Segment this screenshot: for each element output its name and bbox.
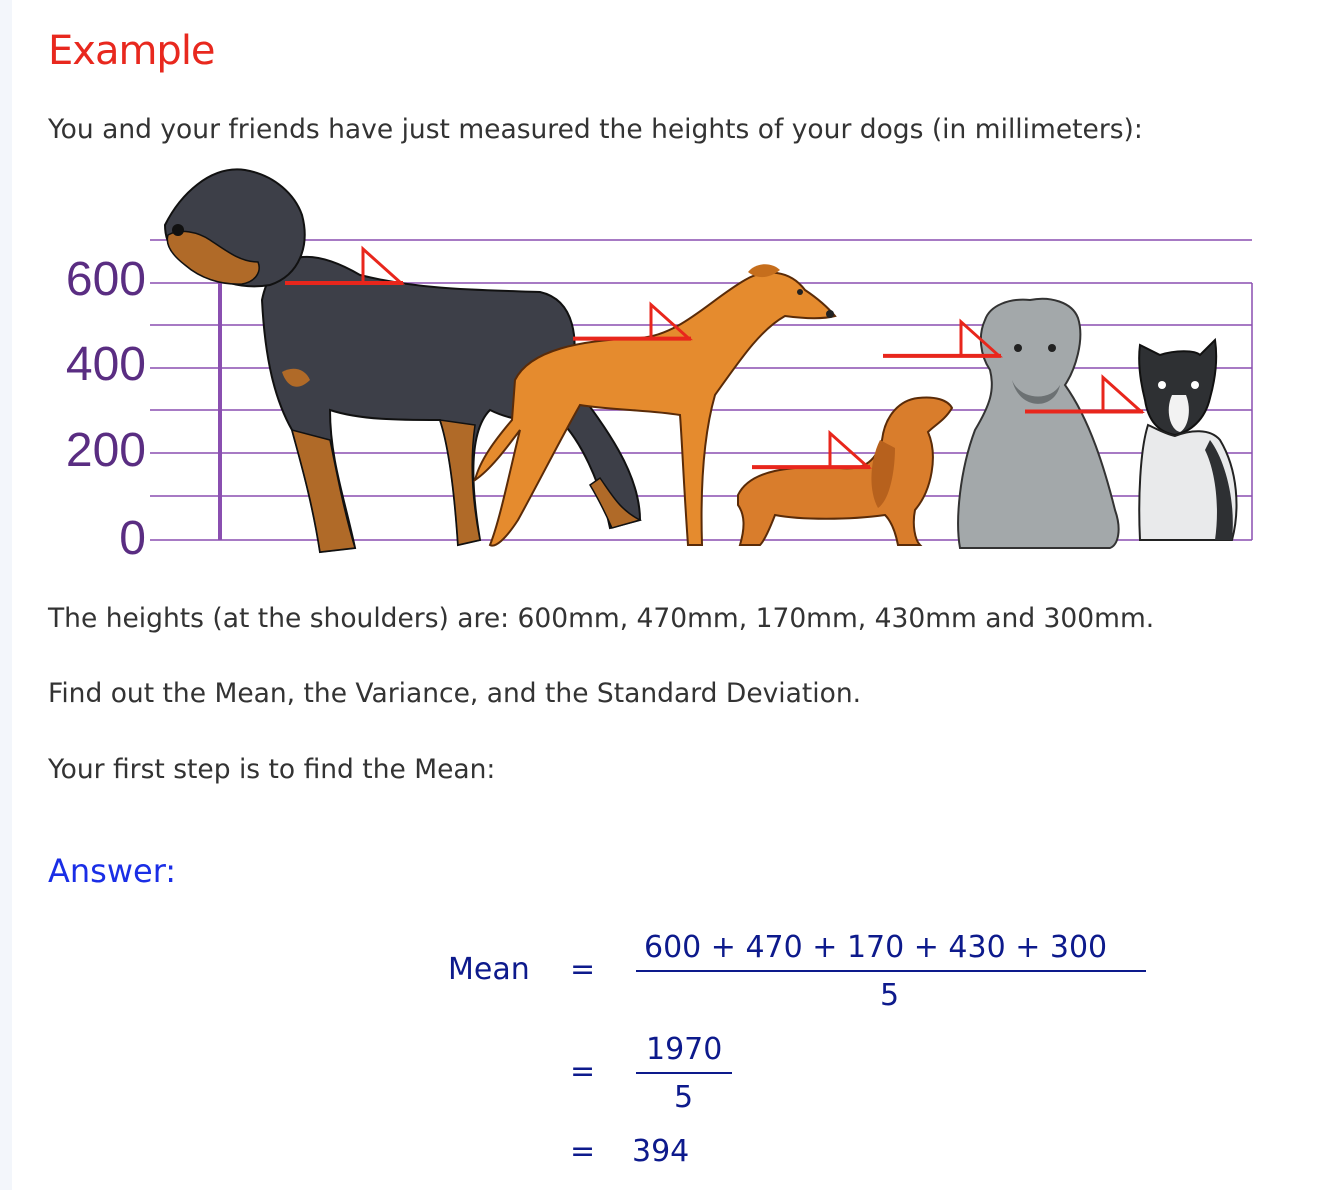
- equals-sign: =: [570, 952, 596, 987]
- dachshund-illustration: [738, 397, 952, 545]
- first-step-text: Your first step is to find the Mean:: [48, 754, 496, 785]
- fraction-numerator: 1970: [646, 1032, 723, 1067]
- y-tick-label: 0: [119, 512, 146, 565]
- y-tick-label: 600: [65, 253, 146, 306]
- y-tick-label: 400: [65, 338, 146, 391]
- set-square-marker: [1103, 378, 1141, 412]
- boston-terrier-illustration: [1139, 340, 1236, 540]
- task-text: Find out the Mean, the Variance, and the Standard Deviation.: [48, 678, 862, 709]
- example-heading: Example: [48, 28, 215, 74]
- fraction-denominator: 5: [674, 1080, 694, 1115]
- answer-heading: Answer:: [48, 852, 177, 890]
- equals-sign: =: [570, 1054, 596, 1089]
- heights-text: The heights (at the shoulders) are: 600mm, 470mm, 170mm, 430mm and 300mm.: [48, 603, 1155, 634]
- equals-sign: =: [570, 1134, 596, 1169]
- mean-label: Mean: [448, 952, 530, 987]
- set-square-marker: [830, 433, 868, 467]
- fraction-bar: [636, 970, 1146, 972]
- mean-result: 394: [632, 1134, 690, 1169]
- fraction-denominator: 5: [880, 978, 900, 1013]
- y-tick-label: 200: [65, 424, 146, 477]
- intro-text: You and your friends have just measured the heights of your dogs (in millimeters):: [48, 114, 1143, 145]
- fraction-numerator: 600 + 470 + 170 + 430 + 300: [644, 930, 1108, 965]
- fraction-bar: [636, 1072, 732, 1074]
- schnauzer-illustration: [958, 299, 1118, 548]
